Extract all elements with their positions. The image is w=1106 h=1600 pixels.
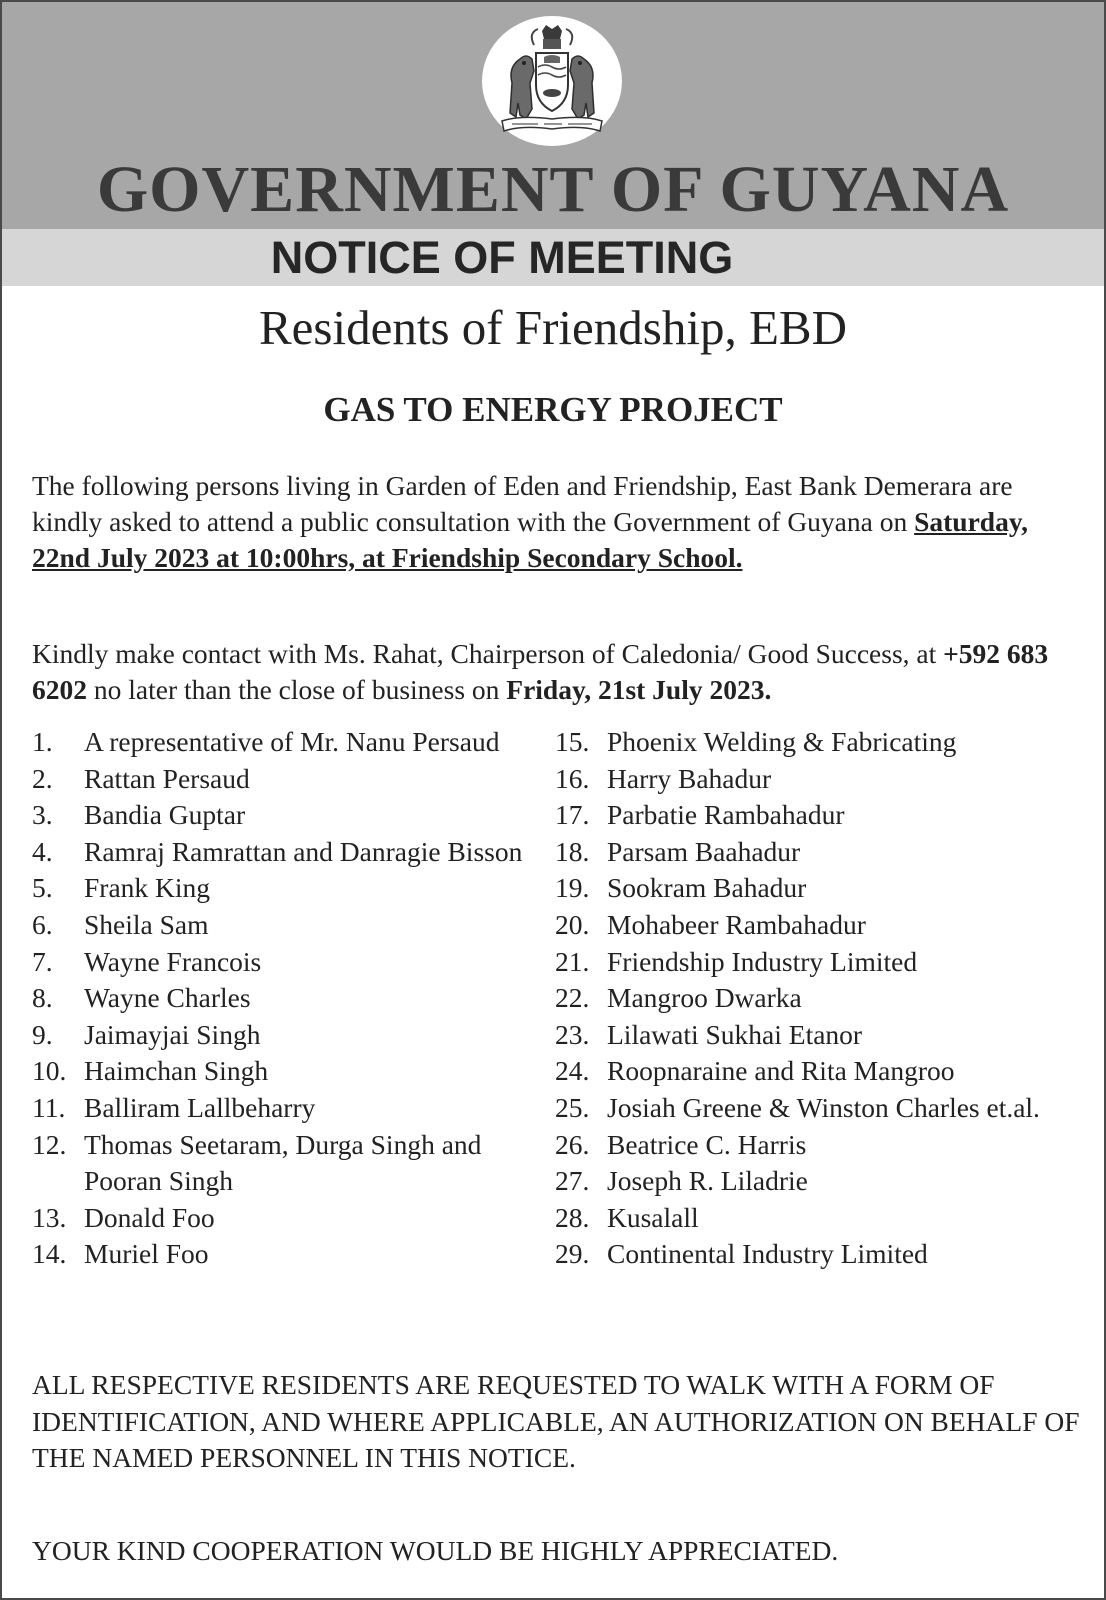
list-item — [32, 1236, 532, 1273]
identification-requirement: ALL RESPECTIVE RESIDENTS ARE REQUESTED TO WALK WITH A FORM OF IDENTIFICATION, AND WHERE APPLICABLE, AN AUTHORIZATION ON BEHALF OF THE NAMED PERSONNEL IN THIS NOTICE. — [32, 1369, 1080, 1474]
item-number: 28. — [555, 1201, 590, 1233]
list-item — [555, 761, 1075, 798]
contact-phone: +592 683 6202 — [32, 638, 1049, 705]
list-item — [555, 724, 1075, 761]
residents-heading: Residents of Friendship, EBD — [259, 300, 847, 355]
list-item — [32, 724, 532, 761]
list-item — [555, 1090, 1075, 1127]
item-number: 19. — [555, 872, 590, 904]
list-item — [32, 907, 532, 944]
list-item — [32, 1053, 532, 1090]
intro-text: The following persons living in Garden of Eden and Friendship, East Bank Demerara are kindly asked to attend a public consultation with the Government of Guyana on — [32, 470, 1013, 537]
item-name: Thomas Seetaram, Durga Singh and Pooran Singh — [84, 1128, 482, 1197]
project-heading: GAS TO ENERGY PROJECT — [323, 390, 783, 429]
item-name: Parbatie Rambahadur — [607, 799, 845, 831]
item-number: 10. — [32, 1055, 67, 1087]
item-number: 4. — [32, 835, 53, 867]
item-name: Josiah Greene & Winston Charles et.al. — [607, 1091, 1040, 1123]
list-item — [555, 870, 1075, 907]
list-item — [32, 1200, 532, 1237]
item-name: Continental Industry Limited — [607, 1238, 928, 1270]
contact-text-1: Kindly make contact with Ms. Rahat, Chairperson of Caledonia/ Good Success, at — [32, 638, 944, 669]
item-number: 17. — [555, 799, 590, 831]
item-name: Rattan Persaud — [84, 762, 250, 794]
list-item — [555, 1053, 1075, 1090]
cooperation-note: YOUR KIND COOPERATION WOULD BE HIGHLY APPRECIATED. — [32, 1535, 839, 1566]
item-name: Mohabeer Rambahadur — [607, 908, 866, 940]
list-item — [32, 761, 532, 798]
item-name: Bandia Guptar — [84, 799, 246, 831]
item-number: 23. — [555, 1018, 590, 1050]
item-name: Haimchan Singh — [84, 1055, 269, 1087]
item-number: 15. — [555, 726, 590, 757]
coat-of-arms-icon — [490, 23, 614, 139]
list-item — [32, 944, 532, 981]
item-name: Parsam Baahadur — [607, 835, 801, 867]
persons-list-right — [555, 724, 1075, 1273]
item-number: 5. — [32, 872, 53, 904]
item-number: 3. — [32, 799, 53, 831]
item-number: 26. — [555, 1128, 590, 1160]
contact-paragraph — [32, 636, 1072, 708]
list-item — [32, 1090, 532, 1127]
item-number: 12. — [32, 1128, 67, 1160]
item-name: Harry Bahadur — [607, 762, 772, 794]
list-item — [555, 980, 1075, 1017]
list-item — [555, 944, 1075, 981]
item-name: Sookram Bahadur — [607, 872, 807, 904]
government-title: GOVERNMENT OF GUYANA — [96, 153, 1010, 226]
item-number: 9. — [32, 1018, 53, 1050]
list-item — [32, 834, 532, 871]
item-number: 25. — [555, 1091, 590, 1123]
contact-text-2: no later than the close of business on — [87, 674, 507, 705]
item-name: Friendship Industry Limited — [607, 945, 918, 977]
item-name: Sheila Sam — [84, 908, 209, 940]
contact-deadline: Friday, 21st July 2023. — [506, 674, 772, 705]
list-item — [32, 1017, 532, 1054]
item-number: 8. — [32, 982, 53, 1014]
list-item — [555, 834, 1075, 871]
item-number: 29. — [555, 1238, 590, 1270]
list-item — [555, 907, 1075, 944]
item-number: 14. — [32, 1238, 67, 1270]
item-name: Mangroo Dwarka — [607, 982, 802, 1014]
list-item — [32, 1127, 532, 1200]
list-item — [555, 1163, 1075, 1200]
list-item — [555, 1200, 1075, 1237]
item-name: Frank King — [84, 872, 211, 904]
item-number: 6. — [32, 908, 53, 940]
notice-title: NOTICE OF MEETING — [270, 232, 734, 283]
persons-list-left — [32, 724, 532, 1273]
list-item — [32, 797, 532, 834]
item-name: Balliram Lallbeharry — [84, 1091, 316, 1123]
list-item — [32, 980, 532, 1017]
list-item — [32, 870, 532, 907]
item-number: 2. — [32, 762, 53, 794]
item-number: 1. — [32, 726, 53, 757]
item-number: 24. — [555, 1055, 590, 1087]
item-number: 7. — [32, 945, 53, 977]
item-number: 16. — [555, 762, 590, 794]
list-item — [555, 797, 1075, 834]
item-number: 13. — [32, 1201, 67, 1233]
item-name: Wayne Charles — [84, 982, 251, 1014]
item-name: Phoenix Welding & Fabricating — [607, 726, 957, 757]
item-name: Ramraj Ramrattan and Danragie Bisson — [84, 835, 523, 867]
list-item — [555, 1236, 1075, 1273]
item-name: Muriel Foo — [84, 1238, 209, 1270]
item-number: 27. — [555, 1165, 590, 1197]
coat-of-arms-seal — [482, 16, 622, 146]
meeting-date-venue: Saturday, 22nd July 2023 at 10:00hrs, at Friendship Secondary School. — [32, 506, 1028, 573]
item-number: 21. — [555, 945, 590, 977]
item-number: 11. — [32, 1091, 66, 1123]
item-name: Lilawati Sukhai Etanor — [607, 1018, 863, 1050]
list-item — [555, 1127, 1075, 1164]
item-name: A representative of Mr. Nanu Persaud — [84, 726, 500, 757]
item-name: Beatrice C. Harris — [607, 1128, 807, 1160]
item-name: Roopnaraine and Rita Mangroo — [607, 1055, 955, 1087]
item-number: 22. — [555, 982, 590, 1014]
item-name: Joseph R. Liladrie — [607, 1165, 808, 1197]
item-name: Kusalall — [607, 1201, 699, 1233]
item-name: Donald Foo — [84, 1201, 215, 1233]
item-name: Jaimayjai Singh — [84, 1018, 261, 1050]
intro-paragraph — [32, 468, 1072, 576]
item-number: 18. — [555, 835, 590, 867]
list-item — [555, 1017, 1075, 1054]
item-number: 20. — [555, 908, 590, 940]
item-name: Wayne Francois — [84, 945, 262, 977]
